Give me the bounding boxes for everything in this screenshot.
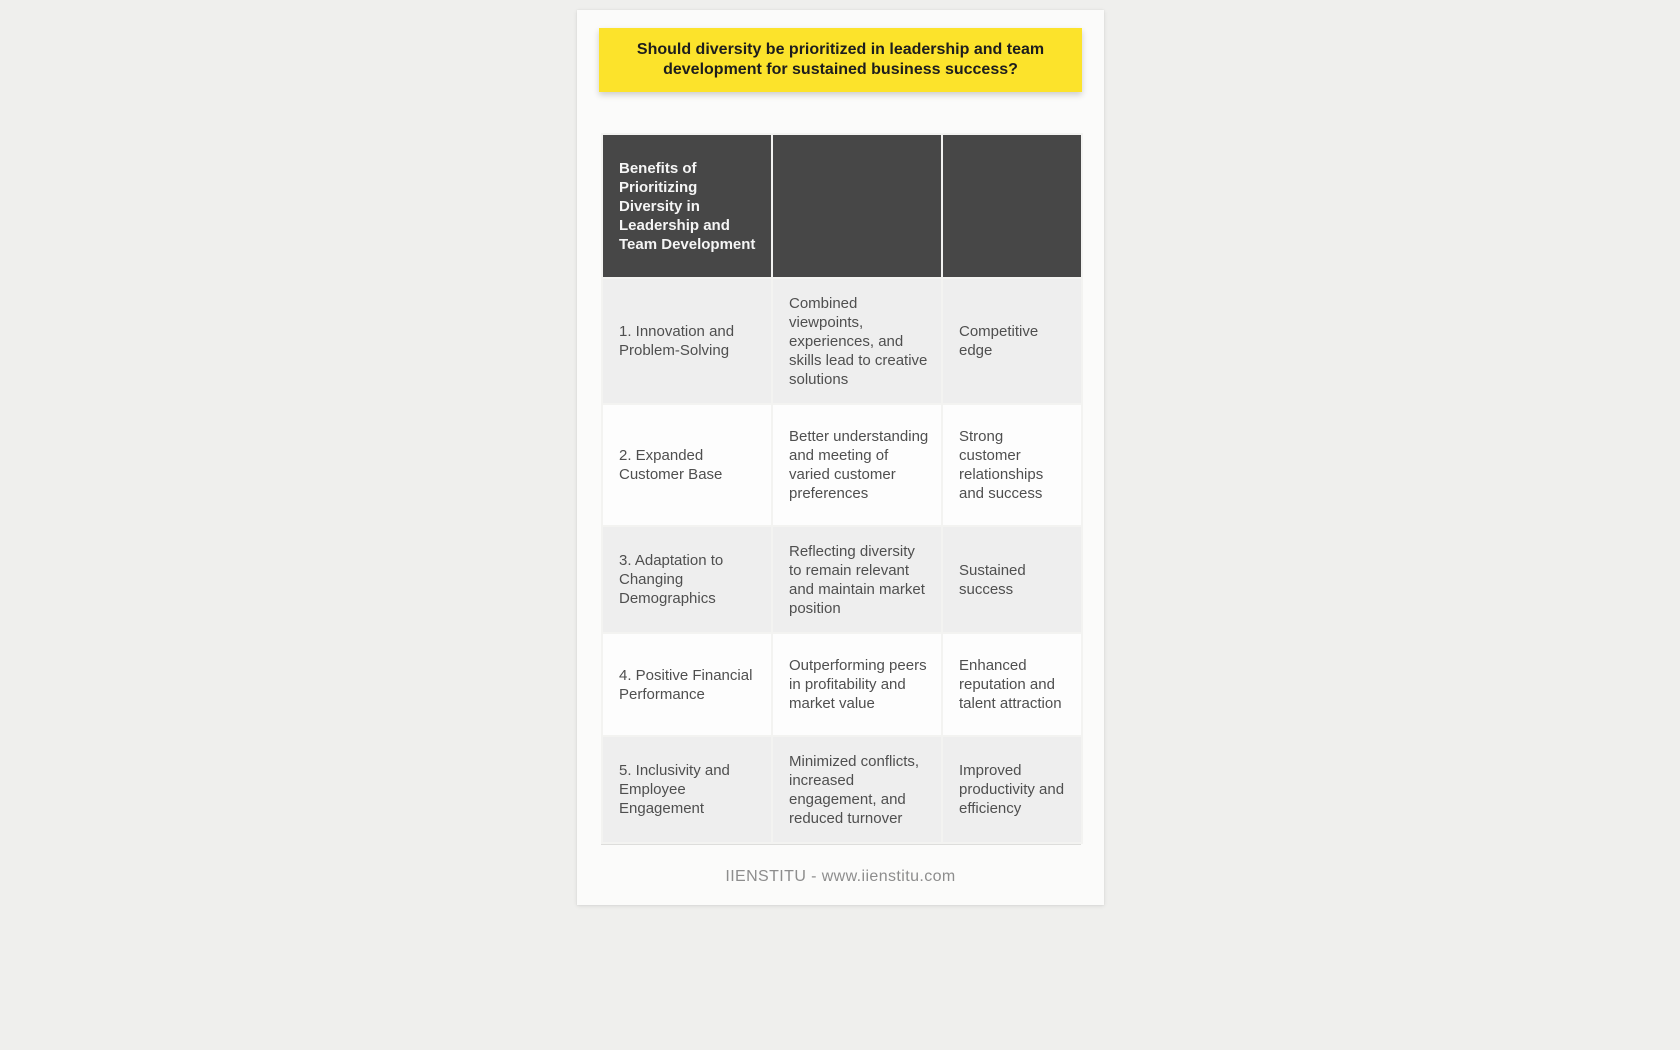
benefit-cell: 4. Positive Financial Performance (602, 633, 772, 736)
table-row (602, 633, 1082, 736)
outcome-cell: Improved productivity and efficiency (942, 736, 1082, 843)
question-banner (599, 28, 1082, 92)
table-header-empty-1 (772, 134, 942, 278)
outcome-cell: Competitive edge (942, 278, 1082, 404)
benefit-cell: 2. Expanded Customer Base (602, 404, 772, 526)
benefit-cell: 5. Inclusivity and Employee Engagement (602, 736, 772, 843)
question-text: Should diversity be prioritized in leadership and team development for sustained business success? (636, 41, 1045, 78)
table-row (602, 404, 1082, 526)
description-cell: Combined viewpoints, experiences, and skills lead to creative solutions (772, 278, 942, 404)
content-card (577, 10, 1104, 905)
benefit-cell: 3. Adaptation to Changing Demographics (602, 526, 772, 633)
footer-credit-text: IIENSTITU - www.iienstitu.com (725, 868, 956, 885)
benefit-cell: 1. Innovation and Problem-Solving (602, 278, 772, 404)
benefits-table (601, 133, 1083, 844)
description-cell: Reflecting diversity to remain relevant and maintain market position (772, 526, 942, 633)
benefits-table-container (601, 133, 1081, 845)
table-header-title: Benefits of Prioritizing Diversity in Leadership and Team Development (602, 134, 772, 278)
description-cell: Better understanding and meeting of varied customer preferences (772, 404, 942, 526)
table-row (602, 278, 1082, 404)
outcome-cell: Sustained success (942, 526, 1082, 633)
table-row (602, 526, 1082, 633)
description-cell: Minimized conflicts, increased engagement, and reduced turnover (772, 736, 942, 843)
table-header-empty-2 (942, 134, 1082, 278)
description-cell: Outperforming peers in profitability and market value (772, 633, 942, 736)
outcome-cell: Strong customer relationships and success (942, 404, 1082, 526)
table-row (602, 736, 1082, 843)
outcome-cell: Enhanced reputation and talent attraction (942, 633, 1082, 736)
footer-credit (577, 868, 1104, 886)
table-header-row (602, 134, 1082, 278)
